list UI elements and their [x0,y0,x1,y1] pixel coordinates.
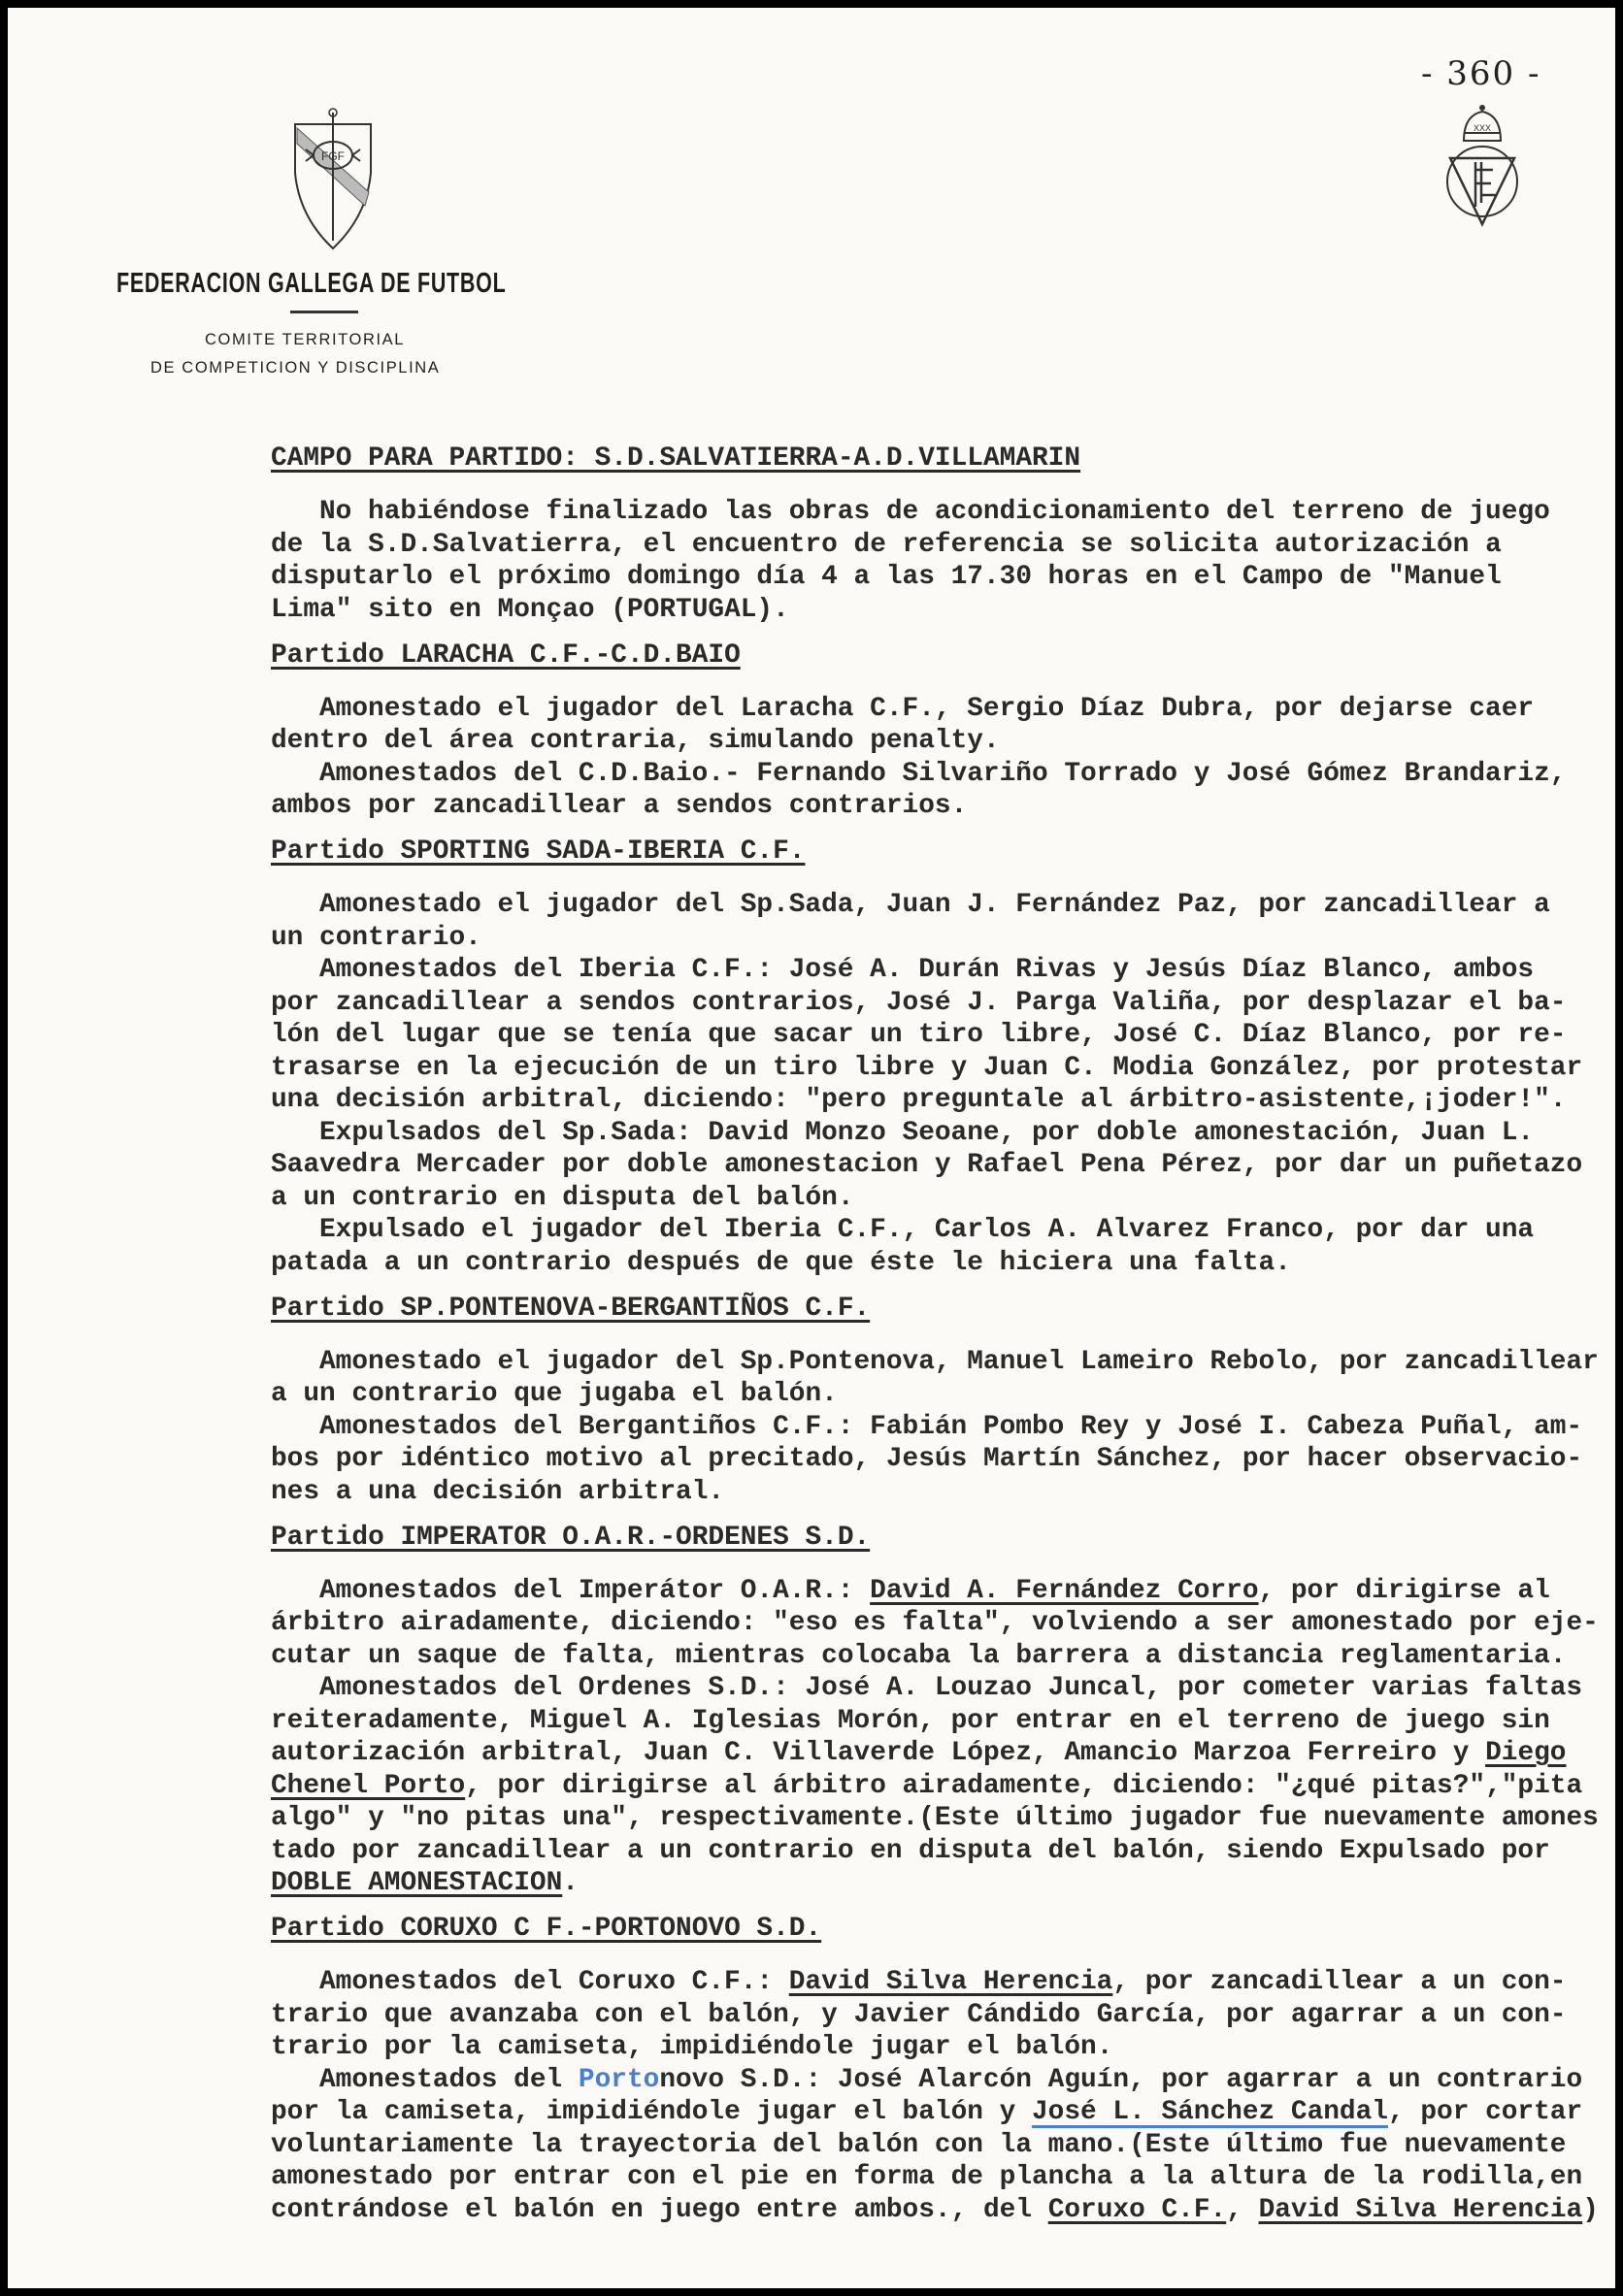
match-section [271,836,1610,1279]
text-line: Amonestados del Bergantiños C.F.: Fabián Pombo Rey y José I. Cabeza Puñal, am- [319,1411,1583,1442]
text-segment: novo S.D.: José Alarcón Aguín, por agarrar a un contrario [659,2064,1583,2095]
match-heading-text: Partido LARACHA C.F.-C.D.BAIO [271,640,741,671]
page-number: - 360 - [1421,54,1541,93]
text-line: de la S.D.Salvatierra, el encuentro de referencia se solicita autorización a [271,529,1502,560]
text-line: Amonestado el jugador del Sp.Pontenova, Manuel Lameiro Rebolo, por zancadillear [319,1346,1599,1377]
text-line: Expulsado el jugador del Iberia C.F., Carlos A. Alvarez Franco, por dar una [319,1215,1535,1245]
match-heading-text: Partido IMPERATOR O.A.R.-ORDENES S.D. [271,1522,871,1553]
text-line [271,1770,1610,1803]
text-line: por zancadillear a sendos contrarios, José J. Parga Valiña, por desplazar el ba- [271,987,1567,1018]
text-segment: Amonestados del Imperátor O.A.R.: [319,1575,871,1606]
text-line: trasarse en la ejecución de un tiro libre y Juan C. Modia González, por protestar [271,1052,1583,1083]
text-line: un contrario. [271,922,481,953]
text-segment: , [1226,2194,1259,2225]
text-segment: contrándose el balón en juego entre ambos., del [271,2194,1048,2225]
text-line: Amonestados del C.D.Baio.- Fernando Silvariño Torrado y José Gómez Brandariz, [319,758,1567,789]
underlined-name: David Silva Herencia [788,1967,1113,1997]
match-heading [271,640,1610,672]
match-section [271,1522,1610,1900]
text-line: amonestado por entrar con el pie en forma de plancha a la altura de la rodilla,en [271,2162,1583,2192]
text-line: Saavedra Mercader por doble amonestacion y Rafael Pena Pérez, por dar un puñetazo [271,1150,1583,1180]
text-line: disputarlo el próximo domingo día 4 a las 17.30 horas en el Campo de "Manuel [271,562,1502,592]
match-section [271,1913,1610,2226]
svg-text:XXX: XXX [1473,123,1492,133]
letterhead-divider [290,311,358,313]
svg-text:FGF: FGF [321,149,345,163]
underlined-name: Diego [1485,1738,1567,1768]
text-line: Expulsados del Sp.Sada: David Monzo Seoane, por doble amonestación, Juan L. [319,1117,1535,1148]
text-line: nes a una decisión arbitral. [271,1476,725,1507]
text-line [271,1737,1610,1770]
text-line: trario por la camiseta, impidiéndole jugar el balón. [271,2032,1113,2062]
match-section [271,1293,1610,1509]
text-line: bos por idéntico motivo al precitado, Jesús Martín Sánchez, por hacer observacio- [271,1444,1583,1474]
text-segment: Amonestados del [319,2064,579,2095]
galician-federation-shield-icon [289,105,377,250]
resolutions-body [271,443,1610,2240]
organization-name: FEDERACION GALLEGA DE FUTBOL [116,268,507,299]
text-segment: ) [1582,2194,1599,2225]
text-segment: , por zancadillear a un con- [1112,1967,1567,1997]
text-line [271,2064,1610,2097]
match-heading [271,1522,1610,1555]
text-segment: , por dirigirse al [1258,1575,1550,1606]
text-line: No habiéndose finalizado las obras de acondicionamiento del terreno de juego [319,497,1550,527]
text-line: Lima" sito en Monçao (PORTUGAL). [271,594,789,625]
text-line: Amonestado el jugador del Sp.Sada, Juan J. Fernández Paz, por zancadillear a [319,890,1550,920]
ink-underlined-name: José L. Sánchez Candal [1032,2097,1388,2127]
match-heading [271,443,1610,476]
text-line [271,1575,1610,1608]
text-line: a un contrario que jugaba el balón. [271,1379,838,1409]
match-section [271,443,1610,626]
text-segment: por la camiseta, impidiéndole jugar el balón y [271,2097,1032,2127]
text-line [271,2096,1610,2129]
text-line: trario que avanzaba con el balón, y Javier Cándido García, por agarrar a un con- [271,1999,1567,2030]
text-line: a un contrario en disputa del balón. [271,1182,854,1213]
match-heading [271,1913,1610,1946]
text-segment: Amonestados del Coruxo C.F.: [319,1967,789,1997]
text-line: lón del lugar que se tenía que sacar un tiro libre, José C. Díaz Blanco, por re- [271,1020,1567,1050]
text-line: tado por zancadillear a un contrario en disputa del balón, siendo Expulsado por [271,1835,1550,1866]
underlined-name: Coruxo C.F. [1047,2194,1227,2225]
text-line: árbitro airadamente, diciendo: "eso es falta", volviendo a ser amonestado por eje- [271,1608,1599,1638]
underlined-name: DOBLE AMONESTACION [271,1868,563,1898]
text-line: Amonestados del Iberia C.F.: José A. Durán Rivas y Jesús Díaz Blanco, ambos [319,955,1535,985]
text-line [271,1867,1610,1900]
underlined-name: David Silva Herencia [1258,2194,1583,2225]
text-line: una decisión arbitral, diciendo: "pero preguntale al árbitro-asistente,¡joder!". [271,1085,1567,1115]
text-segment: , por dirigirse al árbitro airadamente, diciendo: "¿qué pitas?","pita [465,1770,1583,1801]
match-heading-text: Partido SPORTING SADA-IBERIA C.F. [271,836,806,867]
text-line [271,1966,1610,1999]
underlined-name: David A. Fernández Corro [870,1575,1259,1606]
committee-name-line2: DE COMPETICION Y DISCIPLINA [150,359,441,377]
text-line: ambos por zancadillear a sendos contrarios. [271,791,968,821]
royal-spanish-federation-crest-icon [1442,102,1522,228]
text-line: algo" y "no pitas una", respectivamente.(Este último jugador fue nuevamente amones [271,1803,1599,1833]
text-segment: , por cortar [1387,2097,1583,2127]
text-line: dentro del área contraria, simulando penalty. [271,726,1000,756]
text-line: Amonestados del Ordenes S.D.: José A. Louzao Juncal, por cometer varias faltas [319,1673,1583,1703]
committee-name-line1: COMITE TERRITORIAL [205,331,406,348]
match-section [271,640,1610,823]
ink-correction: Porto [578,2064,660,2095]
underlined-name: Chenel Porto [271,1770,466,1801]
text-line: cutar un saque de falta, mientras colocaba la barrera a distancia reglamentaria. [271,1640,1567,1671]
document-page [8,8,1615,2288]
text-line: patada a un contrario después de que éste le hiciera una falta. [271,1247,1291,1278]
match-heading [271,1293,1610,1326]
match-heading [271,836,1610,869]
text-line: reiteradamente, Miguel A. Iglesias Morón, por entrar en el terreno de juego sin [271,1705,1550,1736]
text-line: Amonestado el jugador del Laracha C.F., Sergio Díaz Dubra, por dejarse caer [319,693,1535,724]
match-heading-text: CAMPO PARA PARTIDO: S.D.SALVATIERRA-A.D.VILLAMARIN [271,443,1081,474]
text-segment: autorización arbitral, Juan C. Villaverde López, Amancio Marzoa Ferreiro y [271,1738,1486,1768]
match-heading-text: Partido SP.PONTENOVA-BERGANTIÑOS C.F. [271,1293,871,1324]
text-line [271,2194,1610,2227]
text-segment: . [562,1868,579,1898]
match-heading-text: Partido CORUXO C F.-PORTONOVO S.D. [271,1914,822,1944]
text-line: voluntariamente la trayectoria del balón con la mano.(Este último fue nuevamente [271,2129,1567,2160]
